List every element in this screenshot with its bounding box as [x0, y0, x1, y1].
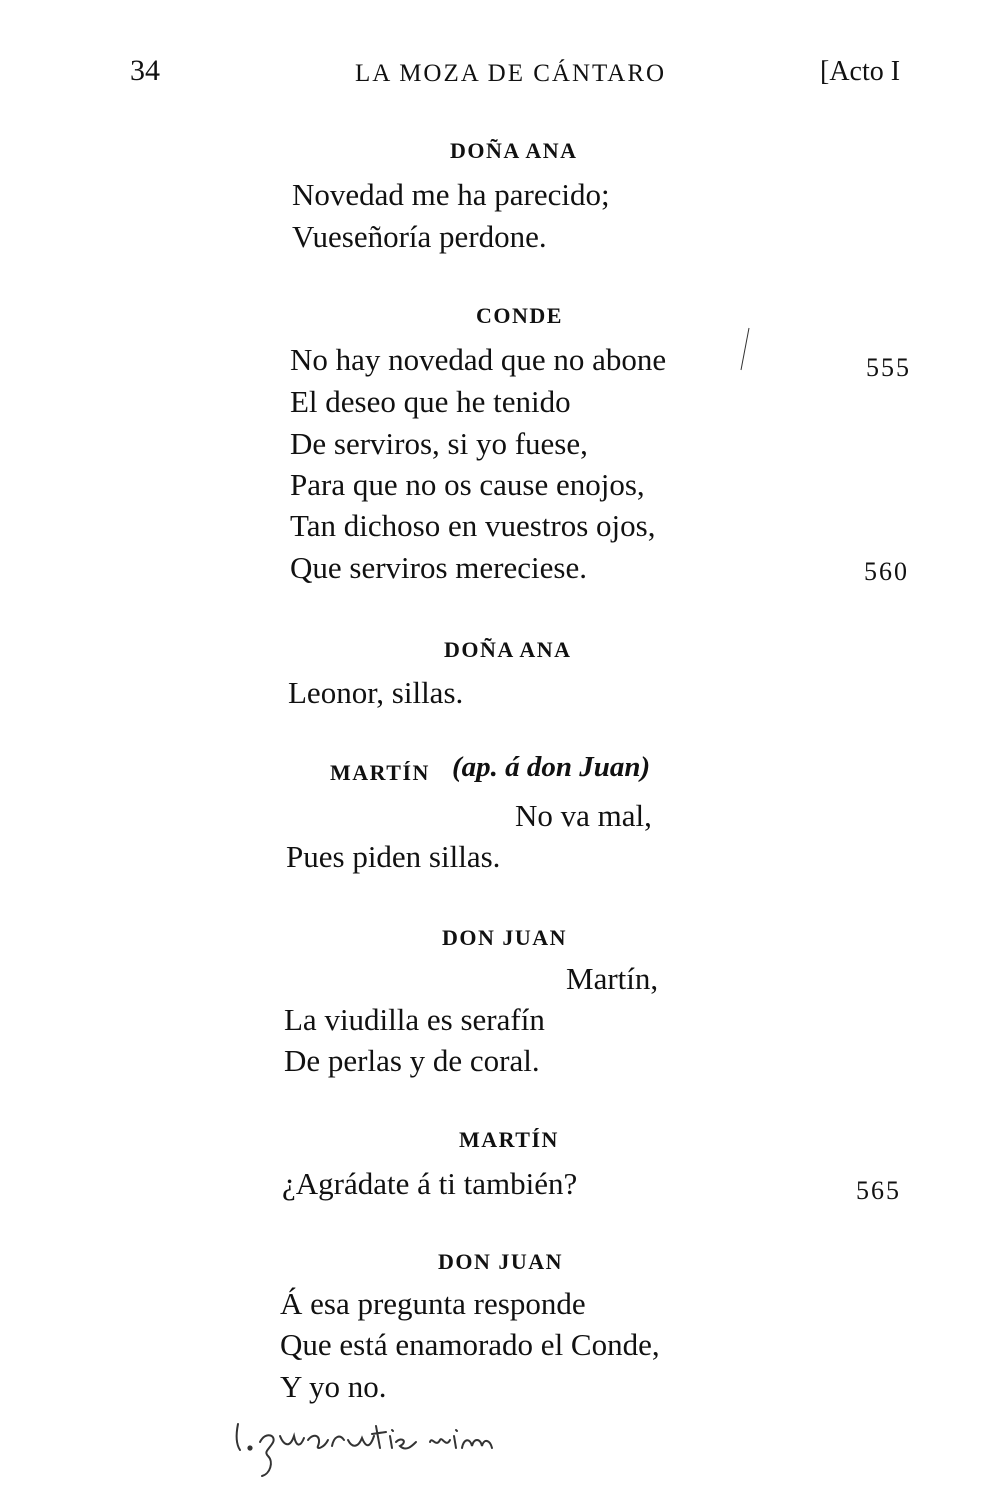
speaker-name: MARTÍN	[459, 1127, 559, 1152]
pen-mark	[735, 326, 755, 376]
verse-line: Que está enamorado el Conde,	[280, 1327, 660, 1362]
verse-line: No va mal,	[515, 798, 652, 833]
act-marker: [Acto I	[820, 56, 901, 87]
verse-line: Para que no os cause enojos,	[290, 467, 645, 502]
speaker-name: DOÑA ANA	[444, 637, 572, 662]
verse-line: La viudilla es serafín	[284, 1002, 545, 1037]
verse-line: De serviros, si yo fuese,	[290, 426, 588, 461]
verse-line: Vueseñoría perdone.	[292, 219, 547, 254]
verse-line: Leonor, sillas.	[288, 675, 464, 710]
line-number: 555	[866, 353, 911, 382]
speaker-name: DOÑA ANA	[450, 138, 578, 163]
verse-line: Pues piden sillas.	[286, 839, 501, 874]
speaker-name: CONDE	[476, 303, 563, 328]
line-number: 560	[864, 557, 909, 586]
page-number: 34	[130, 54, 160, 87]
verse-line: Y yo no.	[280, 1369, 387, 1404]
verse-line: ¿Agrádate á ti también?	[282, 1166, 578, 1201]
running-title: LA MOZA DE CÁNTARO	[355, 60, 667, 87]
verse-line: El deseo que he tenido	[290, 384, 571, 419]
speaker-name: DON JUAN	[438, 1249, 564, 1274]
verse-line: Que serviros mereciese.	[290, 550, 587, 585]
verse-line: Á esa pregunta responde	[280, 1286, 586, 1321]
verse-line: Martín,	[566, 961, 659, 996]
line-number: 565	[856, 1176, 901, 1205]
stage-direction: (ap. á don Juan)	[452, 751, 651, 783]
handwritten-note	[230, 1412, 520, 1482]
verse-line: No hay novedad que no abone	[290, 342, 667, 377]
speaker-name: MARTÍN	[330, 760, 430, 785]
verse-line: Novedad me ha parecido;	[292, 177, 610, 212]
verse-line: De perlas y de coral.	[284, 1043, 540, 1078]
verse-line: Tan dichoso en vuestros ojos,	[290, 508, 656, 543]
speaker-name: DON JUAN	[442, 925, 568, 950]
